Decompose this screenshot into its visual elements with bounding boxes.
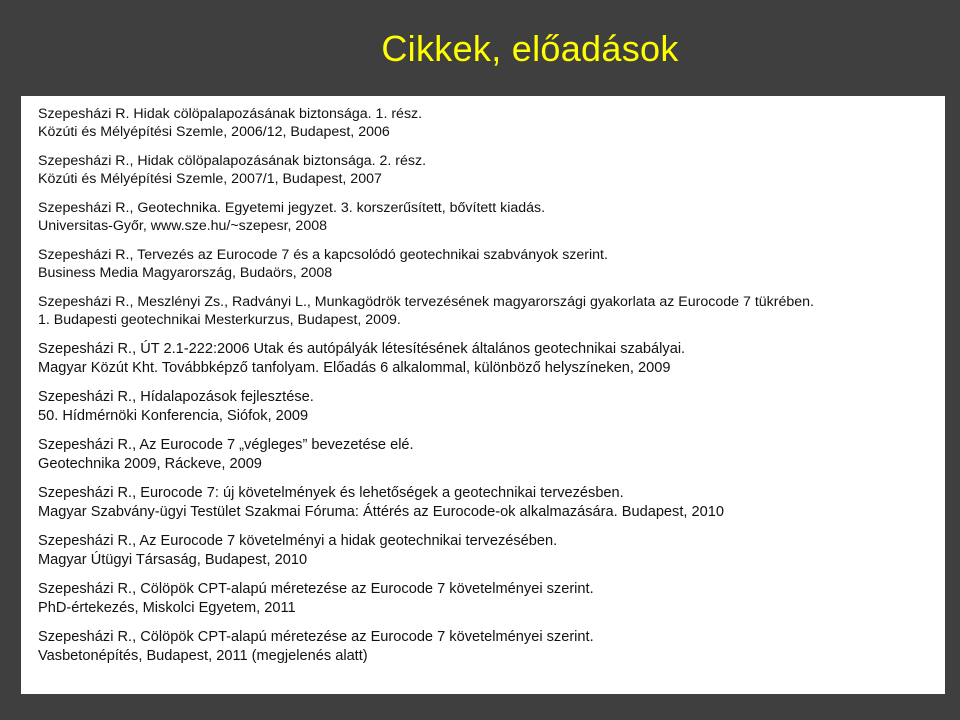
reference-line: Szepesházi R., Az Eurocode 7 követelményi a hidak geotechnikai tervezésében.	[38, 533, 558, 549]
reference-entry-5	[38, 293, 945, 329]
reference-line: Szepesházi R., Cölöpök CPT-alapú méretezése az Eurocode 7 követelményei szerint.	[38, 581, 594, 597]
reference-source: Közúti és Mélyépítési Szemle, 2007/1, Budapest, 2007	[38, 171, 382, 187]
reference-entry-3	[38, 199, 945, 235]
reference-entry-8	[38, 436, 945, 473]
reference-entry-12	[38, 628, 945, 665]
reference-line: Szepesházi R., Hídalapozások fejlesztése.	[38, 389, 314, 405]
reference-line: Szepesházi R. Hidak cölöpalapozásának biztonsága. 1. rész.	[38, 106, 423, 122]
reference-entry-9	[38, 484, 945, 521]
reference-line: Szepesházi R., Tervezés az Eurocode 7 és a kapcsolódó geotechnikai szabványok szerint.	[38, 247, 608, 263]
reference-line: Szepesházi R., Hidak cölöpalapozásának biztonsága. 2. rész.	[38, 153, 427, 169]
reference-entry-7	[38, 388, 945, 425]
reference-entry-10	[38, 532, 945, 569]
reference-source: Business Media Magyarország, Budaörs, 2008	[38, 265, 333, 281]
reference-source: PhD-értekezés, Miskolci Egyetem, 2011	[38, 599, 296, 616]
reference-source: Universitas-Győr, www.sze.hu/~szepesr, 2008	[38, 218, 327, 234]
reference-source: 1. Budapesti geotechnikai Mesterkurzus, Budapest, 2009.	[38, 312, 401, 328]
reference-entry-11	[38, 580, 945, 617]
reference-source: 50. Hídmérnöki Konferencia, Siófok, 2009	[38, 407, 309, 424]
reference-entry-6	[38, 340, 945, 377]
reference-entry-2	[38, 152, 945, 188]
reference-line: Szepesházi R., ÚT 2.1-222:2006 Utak és autópályák létesítésének általános geotechnikai szabályai.	[38, 341, 686, 357]
reference-source: Vasbetonépítés, Budapest, 2011 (megjelenés alatt)	[38, 647, 368, 664]
reference-source: Magyar Útügyi Társaság, Budapest, 2010	[38, 551, 308, 568]
reference-source: Geotechnika 2009, Ráckeve, 2009	[38, 455, 262, 472]
slide-title: Cikkek, előadások	[381, 28, 679, 69]
reference-entry-4	[38, 246, 945, 282]
reference-line: Szepesházi R., Eurocode 7: új követelmények és lehetőségek a geotechnikai tervezésben.	[38, 485, 624, 501]
reference-line: Szepesházi R., Az Eurocode 7 „végleges” bevezetése elé.	[38, 437, 414, 453]
references-panel	[21, 96, 945, 694]
reference-source: Közúti és Mélyépítési Szemle, 2006/12, Budapest, 2006	[38, 124, 390, 140]
reference-line: Szepesházi R., Geotechnika. Egyetemi jegyzet. 3. korszerűsített, bővített kiadás.	[38, 200, 546, 216]
reference-line: Szepesházi R., Cölöpök CPT-alapú méretezése az Eurocode 7 követelményei szerint.	[38, 629, 594, 645]
reference-source: Magyar Közút Kht. Továbbképző tanfolyam. Előadás 6 alkalommal, különböző helyszíneken, 2009	[38, 359, 671, 376]
reference-line: Szepesházi R., Meszlényi Zs., Radványi L., Munkagödrök tervezésének magyarországi gyakorlata az Eurocode 7 tükrében.	[38, 294, 814, 310]
reference-entry-1	[38, 105, 945, 141]
reference-source: Magyar Szabvány-ügyi Testület Szakmai Fóruma: Áttérés az Eurocode-ok alkalmazására. Budapest, 2010	[38, 503, 724, 520]
